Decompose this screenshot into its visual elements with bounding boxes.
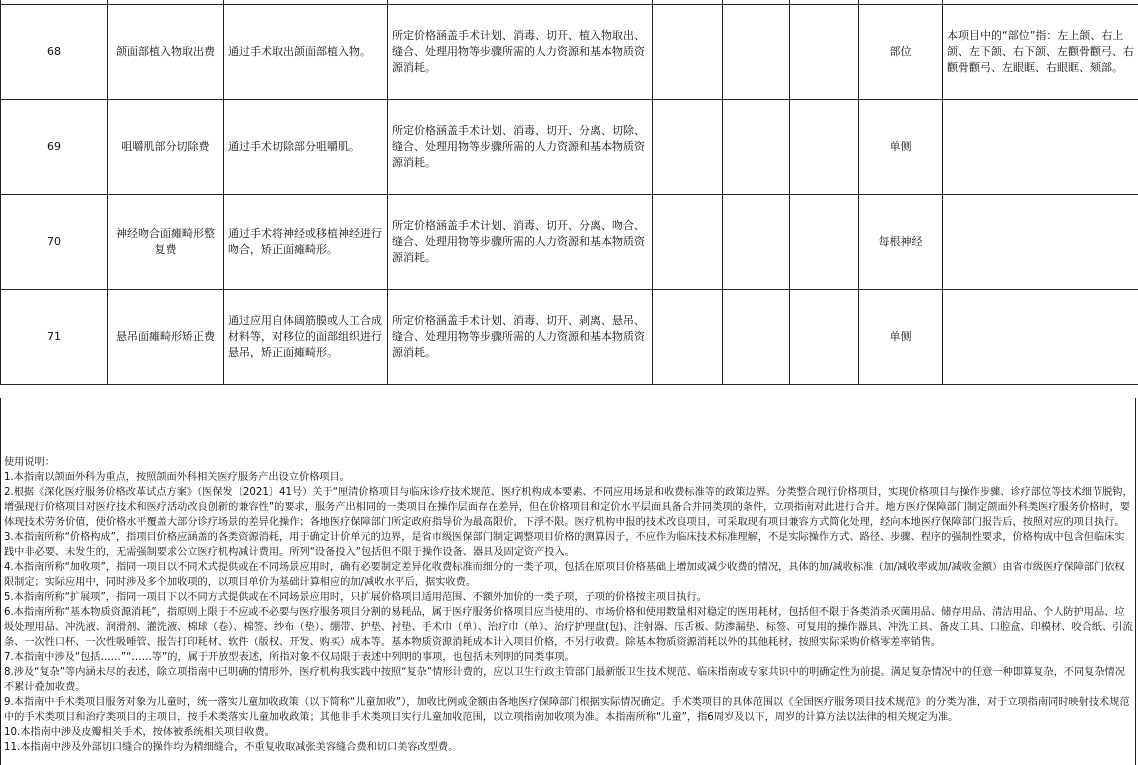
price-connotation: 所定价格涵盖手术计划、消毒、切开、剥离、悬吊、缝合、处理用物等步骤所需的人力资源和基本物质资源消耗。 bbox=[388, 290, 653, 385]
remark bbox=[943, 290, 1138, 385]
pricing-unit: 单侧 bbox=[859, 100, 943, 195]
item-name: 颌面部植入物取出费 bbox=[108, 5, 224, 100]
usage-note-item: 6.本指南所称“基本物质资源消耗”，指原则上限于不应或不必要与医疗服务项目分割的易耗品，属于医疗服务价格项目应当使用的、市场价格和使用数量相对稳定的医用耗材，包括但不限于各类消杀灭菌用品、储存用品、清洁用品、个人防护用品、垃圾处理用品、冲洗液、润滑剂、灌洗液、棉球（卷）、棉签、纱布（垫）、绷带、护垫、衬垫、手术巾（单）、治疗巾（单）、治疗护理盘(包)、注射器、压舌板、防渗漏垫、标签、可复用的操作器具、冲洗工具、备皮工具、口腔盒、印模材、咬合纸、引流条、一次性口杯、一次性吸唾管、报告打印耗材、软件（版权、开发、购买）成本等。基本物质资源消耗成本计入项目价格，不另行收费。除基本物质资源消耗以外的其他耗材，按照实际采购价格零差率销售。 bbox=[4, 607, 1133, 648]
item-name: 悬吊面瘫畸形矫正费 bbox=[108, 290, 224, 385]
price-connotation: 所定价格涵盖手术计划、消毒、切开、分离、切除、缝合、处理用物等步骤所需的人力资源和基本物质资源消耗。 bbox=[388, 100, 653, 195]
empty-cell bbox=[790, 100, 859, 195]
item-name: 咀嚼肌部分切除费 bbox=[108, 100, 224, 195]
table-row bbox=[1, 195, 1138, 290]
usage-note-item: 10.本指南中涉及皮瓣相关手术，按体被系统相关项目收费。 bbox=[4, 727, 275, 738]
remark: 本项目中的“部位”指：左上颌、右上颌、左下颌、右下颌、左颧骨颧弓、右颧骨颧弓、左眼眶、右眼眶、颏部。 bbox=[943, 5, 1138, 100]
usage-notes-body bbox=[4, 455, 1134, 755]
usage-note-item: 7.本指南中涉及“包括……”“……等”的，属于开放型表述，所指对象不仅局限于表述中列明的事项，也包括未列明的同类事项。 bbox=[4, 652, 575, 663]
empty-cell bbox=[653, 100, 723, 195]
price-connotation: 所定价格涵盖手术计划、消毒、切开、植入物取出、缝合、处理用物等步骤所需的人力资源和基本物质资源消耗。 bbox=[388, 5, 653, 100]
empty-cell bbox=[723, 5, 790, 100]
empty-cell bbox=[790, 290, 859, 385]
service-content: 通过应用自体阔筋膜或人工合成材料等，对移位的面部组织进行悬吊，矫正面瘫畸形。 bbox=[224, 290, 388, 385]
table-row bbox=[1, 100, 1138, 195]
empty-cell bbox=[723, 100, 790, 195]
pricing-unit: 部位 bbox=[859, 5, 943, 100]
table-row bbox=[1, 5, 1138, 100]
table-row bbox=[1, 290, 1138, 385]
service-content: 通过手术取出颌面部植入物。 bbox=[224, 5, 388, 100]
usage-notes-title: 使用说明： bbox=[4, 457, 55, 468]
usage-note-item: 11.本指南中涉及外部切口缝合的操作均为精细缝合，不重复收取减张美容缝合费和切口美容改型费。 bbox=[4, 742, 459, 753]
empty-cell bbox=[653, 290, 723, 385]
item-number: 70 bbox=[1, 195, 108, 290]
usage-note-item: 9.本指南中手术类项目服务对象为儿童时，统一落实儿童加收政策（以下简称“儿童加收”），加收比例或金额由各地医疗保障部门根据实际情况确定。手术类项目的具体范围以《全国医疗服务项目技术规范》的分类为准，对于立项指南同时映射技术规范中的手术类项目和治疗类项目的主项目，按手术类落实儿童加收政策；其他非手术类项目实行儿童加收范围，以立项指南加收项为准。本指南所称“儿童”，指6周岁及以下，周岁的计算方法以法律的相关规定为准。 bbox=[4, 697, 1130, 723]
remark bbox=[943, 195, 1138, 290]
item-number: 68 bbox=[1, 5, 108, 100]
usage-note-item: 4.本指南所称“加收项”，指同一项目以不同术式提供或在不同场景应用时，确有必要制定差异化收费标准而细分的一类子项，包括在原项目价格基础上增加或减少收费的情况，具体的加/减收标准（加/减收率或加/减收金额）由省市级医疗保障部门依权限制定；实际应用中，同时涉及多个加收项的，以项目单价为基础计算相应的加/减收水平后，据实收费。 bbox=[4, 562, 1125, 588]
empty-cell bbox=[653, 5, 723, 100]
usage-note-item: 1.本指南以颌面外科为重点，按照颌面外科相关医疗服务产出设立价格项目。 bbox=[4, 472, 350, 483]
empty-cell bbox=[723, 290, 790, 385]
pricing-unit: 每根神经 bbox=[859, 195, 943, 290]
service-content: 通过手术将神经或移植神经进行吻合，矫正面瘫畸形。 bbox=[224, 195, 388, 290]
usage-note-item: 8.涉及“复杂”等内涵未尽的表述，除立项指南中已明确的情形外，医疗机构我实践中按照“复杂”情形计费的，应以卫生行政主管部门最新版卫生技术规范、临床指南或专家共识中的明确定性为前提。满足复杂情况中的任意一种即算复杂，不同复杂情况不累计叠加收费。 bbox=[4, 667, 1125, 693]
item-name: 神经吻合面瘫畸形整复费 bbox=[108, 195, 224, 290]
usage-note-item: 5.本指南所称“扩展项”，指同一项目下以不同方式提供或在不同场景应用时，只扩展价格项目适用范围、不额外加价的一类子项，子项的价格按主项目执行。 bbox=[4, 592, 707, 603]
usage-note-item: 3.本指南所称“价格构成”，指项目价格应涵盖的各类资源消耗，用于确定计价单元的边界，是省市级医保部门制定调整项目价格的测算因子，不应作为临床技术标准理解，不是实际操作方式、路径、步骤、程序的强制性要求，价格构成中包含但临床实践中非必要、未发生的，无需强制要求公立医疗机构减计费用。所列“设备投入”包括但不限于操作设备、器具及固定资产投入。 bbox=[4, 532, 1125, 558]
usage-note-item: 2.根据《深化医疗服务价格改革试点方案》（医保发〔2021〕41号）关于“厘清价格项目与临床诊疗技术规范、医疗机构成本要素、不同应用场景和收费标准等的政策边界。分类整合现行价格项目，实现价格项目与操作步骤、诊疗部位等技术细节脱钩，增强现行价格项目对医疗技术和医疗活动改良创新的兼容性”的要求，服务产出相同的一类项目在操作层面存在差异，但在价格项目和定价水平层面具备合并同类项的条件，立项指南对此进行合并。地方医疗保障部门制定颌面外科类医疗服务价格时，要体现技术劳务价值，使价格水平覆盖大部分诊疗场景的差异化操作；各地医疗保障部门所定政府指导价为最高限价，下浮不限。医疗机构申报的技术改良项目，可采取现有项目兼容方式简化处理，经向本地医疗保障部门报告后，按照对应的项目执行。 bbox=[4, 487, 1133, 528]
pricing-unit: 单侧 bbox=[859, 290, 943, 385]
item-number: 71 bbox=[1, 290, 108, 385]
service-content: 通过手术切除部分咀嚼肌。 bbox=[224, 100, 388, 195]
empty-cell bbox=[790, 195, 859, 290]
price-connotation: 所定价格涵盖手术计划、消毒、切开、分离、吻合、缝合、处理用物等步骤所需的人力资源和基本物质资源消耗。 bbox=[388, 195, 653, 290]
empty-cell bbox=[653, 195, 723, 290]
item-number: 69 bbox=[1, 100, 108, 195]
empty-cell bbox=[790, 5, 859, 100]
remark bbox=[943, 100, 1138, 195]
usage-notes bbox=[0, 398, 1136, 765]
empty-cell bbox=[723, 195, 790, 290]
